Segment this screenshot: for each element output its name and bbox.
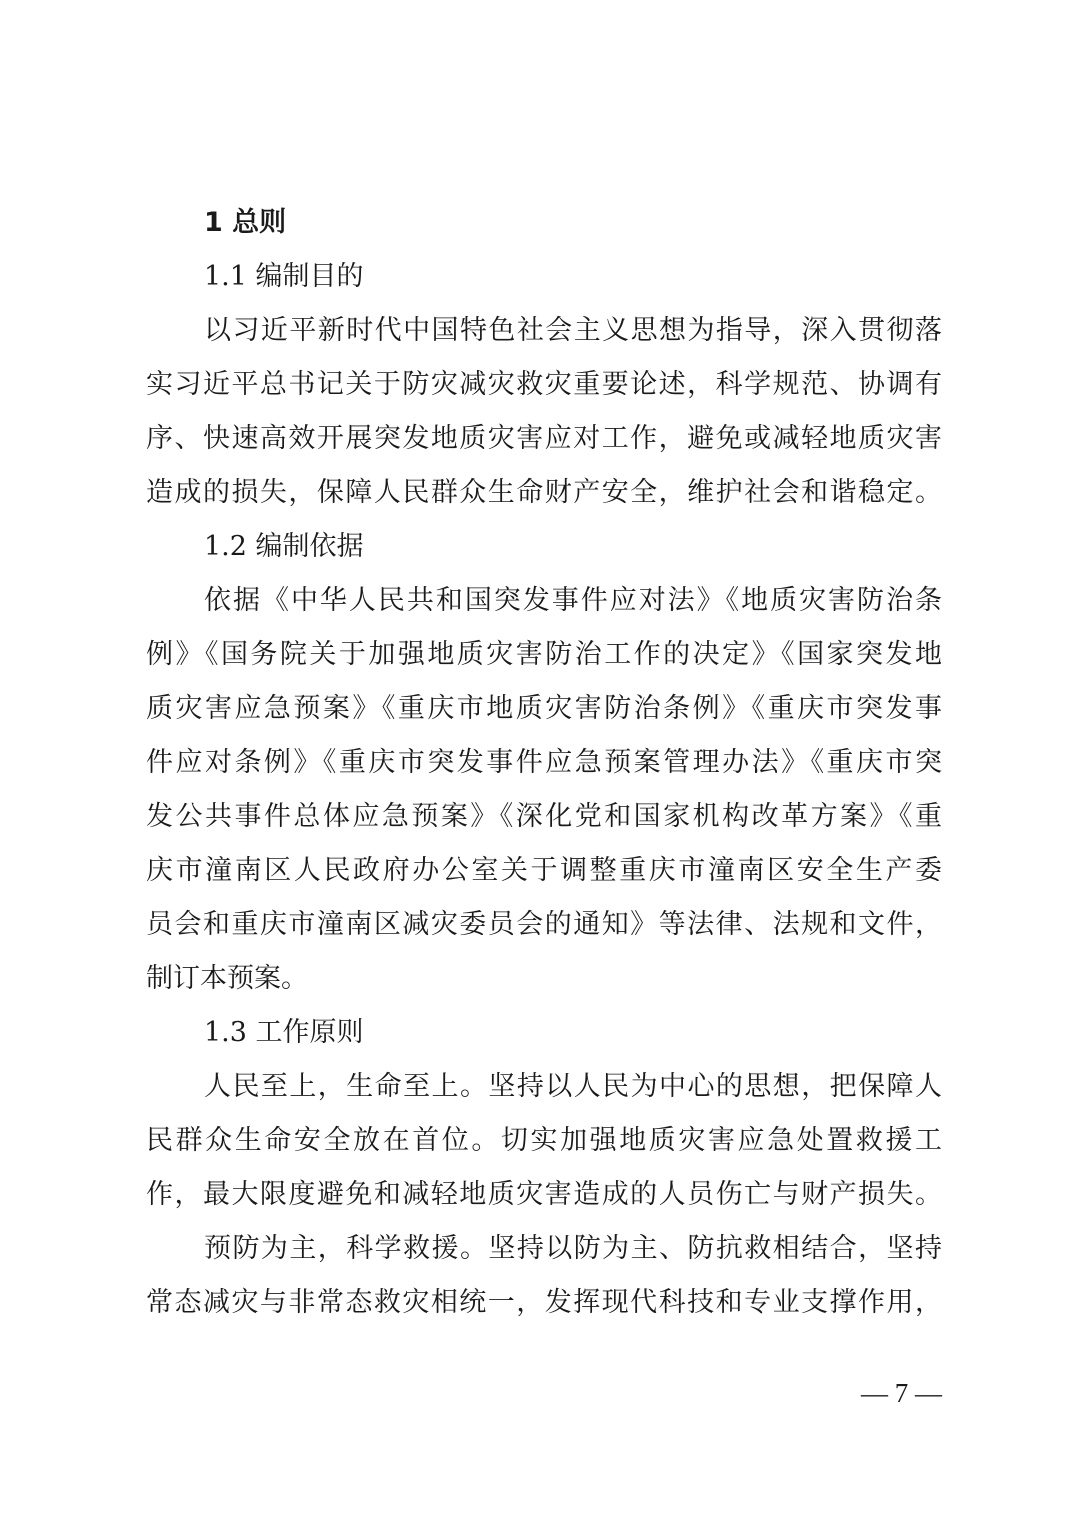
paragraph-line: 员会和重庆市潼南区减灾委员会的通知》等法律、法规和文件，	[146, 909, 942, 940]
section-heading-principles: 1.3 工作原则	[204, 1017, 364, 1048]
paragraph-line: 序、快速高效开展突发地质灾害应对工作，避免或减轻地质灾害	[146, 423, 942, 454]
paragraph-line: 以习近平新时代中国特色社会主义思想为指导，深入贯彻落	[204, 315, 942, 346]
paragraph-line: 件应对条例》《重庆市突发事件应急预案管理办法》《重庆市突	[146, 747, 942, 778]
paragraph-line: 常态减灾与非常态救灾相统一，发挥现代科技和专业支撑作用，	[146, 1287, 942, 1318]
paragraph-line: 质灾害应急预案》《重庆市地质灾害防治条例》《重庆市突发事	[146, 693, 942, 724]
paragraph-line: 作，最大限度避免和减轻地质灾害造成的人员伤亡与财产损失。	[146, 1179, 942, 1210]
paragraph-line: 例》《国务院关于加强地质灾害防治工作的决定》《国家突发地	[146, 639, 942, 670]
paragraph-line: 发公共事件总体应急预案》《深化党和国家机构改革方案》《重	[146, 801, 942, 832]
paragraph-line: 庆市潼南区人民政府办公室关于调整重庆市潼南区安全生产委	[146, 855, 942, 886]
section-heading-general: 1 总则	[204, 207, 287, 238]
paragraph-line: 实习近平总书记关于防灾减灾救灾重要论述，科学规范、协调有	[146, 369, 942, 400]
document-page	[146, 196, 942, 1330]
paragraph-line: 民群众生命安全放在首位。切实加强地质灾害应急处置救援工	[146, 1125, 942, 1156]
page-number: — 7 —	[861, 1378, 942, 1408]
paragraph-line: 依据《中华人民共和国突发事件应对法》《地质灾害防治条	[204, 585, 942, 616]
section-heading-purpose: 1.1 编制目的	[204, 261, 364, 292]
paragraph-line: 造成的损失，保障人民群众生命财产安全，维护社会和谐稳定。	[146, 477, 942, 508]
paragraph-line: 预防为主，科学救援。坚持以防为主、防抗救相结合，坚持	[204, 1233, 942, 1264]
paragraph-line: 制订本预案。	[146, 963, 308, 994]
paragraph-line: 人民至上，生命至上。坚持以人民为中心的思想，把保障人	[204, 1071, 942, 1102]
section-heading-basis: 1.2 编制依据	[204, 531, 364, 562]
